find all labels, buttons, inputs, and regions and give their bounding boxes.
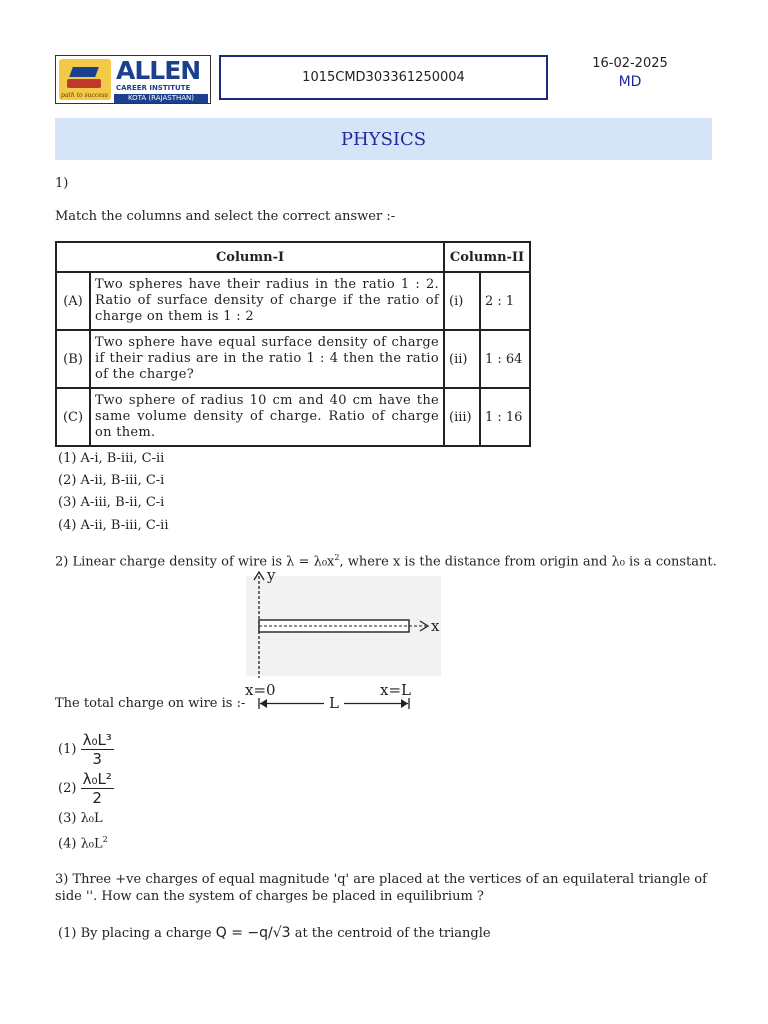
q3-line-1: 3) Three +ve charges of equal magnitude 'q' are placed at the vertices of an equilateral triangle of xyxy=(55,872,707,887)
logo-emblem-icon xyxy=(59,59,111,100)
row-roman: (i) xyxy=(444,272,480,330)
row-label: (B) xyxy=(56,330,90,388)
option-text: λ₀L xyxy=(80,811,103,826)
x-axis-label: x xyxy=(431,617,440,635)
q3-option-1[interactable] xyxy=(58,925,491,941)
q2-option-4[interactable] xyxy=(58,835,108,851)
option-label: (4) xyxy=(58,836,77,852)
subject-banner xyxy=(55,118,712,160)
q2-text-a: Linear charge density of wire is λ = λ₀x xyxy=(72,554,335,570)
exam-date: 16-02-2025 xyxy=(592,56,668,71)
subject-title: PHYSICS xyxy=(340,128,427,150)
row-value: 1 : 64 xyxy=(480,330,530,388)
option-label: (2) xyxy=(58,781,77,796)
arrowhead-left-icon xyxy=(260,699,267,708)
row-value: 2 : 1 xyxy=(480,272,530,330)
column-2-header: Column-II xyxy=(444,242,530,272)
fraction-denominator: 3 xyxy=(92,750,102,768)
length-label: L xyxy=(329,694,339,712)
stream-label: MD xyxy=(618,74,642,90)
option-label: (1) xyxy=(58,926,77,941)
row-label: (C) xyxy=(56,388,90,446)
fraction-numerator: λ₀L³ xyxy=(82,731,112,749)
start-label: x=0 xyxy=(245,681,276,699)
q2-text-b: , where x is the distance from origin and λ₀ is a constant. xyxy=(339,554,717,570)
allen-logo xyxy=(55,55,211,104)
q2-number: 2) xyxy=(55,554,69,570)
option-math: Q = −q/√3 xyxy=(215,925,291,941)
row-label: (A) xyxy=(56,272,90,330)
row-text: Two sphere of radius 10 cm and 40 cm have the same volume density of charge. Ratio of charge on them. xyxy=(90,388,444,446)
logo-city: KOTA (RAJASTHAN) xyxy=(114,94,208,103)
table-row xyxy=(56,330,530,388)
row-value: 1 : 16 xyxy=(480,388,530,446)
logo-subtitle: CAREER INSTITUTE xyxy=(116,84,191,92)
option-text-b: at the centroid of the triangle xyxy=(294,926,491,941)
q1-prompt: Match the columns and select the correct answer :- xyxy=(55,209,396,224)
fraction xyxy=(81,731,114,768)
q1-option-4[interactable]: (4) A-ii, B-iii, C-ii xyxy=(58,518,169,533)
row-roman: (ii) xyxy=(444,330,480,388)
row-text: Two sphere have equal surface density of charge if their radius are in the ratio 1 : 4 then the ratio of the charge? xyxy=(90,330,444,388)
q1-option-2[interactable]: (2) A-ii, B-iii, C-i xyxy=(58,473,165,488)
table-row xyxy=(56,388,530,446)
q2-question: The total charge on wire is :- xyxy=(55,696,246,711)
q1-option-1[interactable]: (1) A-i, B-iii, C-ii xyxy=(58,451,165,466)
q2-exponent: 2 xyxy=(334,553,340,562)
option-text: λ₀L xyxy=(80,836,103,852)
column-1-header: Column-I xyxy=(56,242,444,272)
option-label: (3) xyxy=(58,811,77,826)
fraction-numerator: λ₀L² xyxy=(82,770,112,788)
y-axis-label: y xyxy=(267,566,276,584)
option-label: (1) xyxy=(58,742,77,757)
match-table xyxy=(55,241,531,447)
row-roman: (iii) xyxy=(444,388,480,446)
table-row xyxy=(56,272,530,330)
q1-number: 1) xyxy=(55,176,69,191)
paper-code-box xyxy=(219,55,548,100)
wire-figure xyxy=(238,566,448,716)
paper-code: 1015CMD303361250004 xyxy=(302,70,465,85)
q2-option-1[interactable] xyxy=(58,731,114,768)
arrowhead-right-icon xyxy=(401,699,408,708)
end-label: x=L xyxy=(380,681,411,699)
q1-option-3[interactable]: (3) A-iii, B-ii, C-i xyxy=(58,495,165,510)
row-text: Two spheres have their radius in the ratio 1 : 2. Ratio of surface density of charge if the ratio of charge on them is 1 : 2 xyxy=(90,272,444,330)
fraction-denominator: 2 xyxy=(92,789,102,807)
fraction xyxy=(81,770,114,807)
q2-option-2[interactable] xyxy=(58,770,114,807)
option-exponent: 2 xyxy=(102,835,108,844)
option-text-a: By placing a charge xyxy=(80,926,212,941)
logo-name: ALLEN xyxy=(116,56,201,85)
q3-line-2: side ''. How can the system of charges be placed in equilibrium ? xyxy=(55,889,484,904)
q2-option-3[interactable] xyxy=(58,811,103,826)
table-header-row xyxy=(56,242,530,272)
logo-tagline: path to success xyxy=(61,92,108,99)
